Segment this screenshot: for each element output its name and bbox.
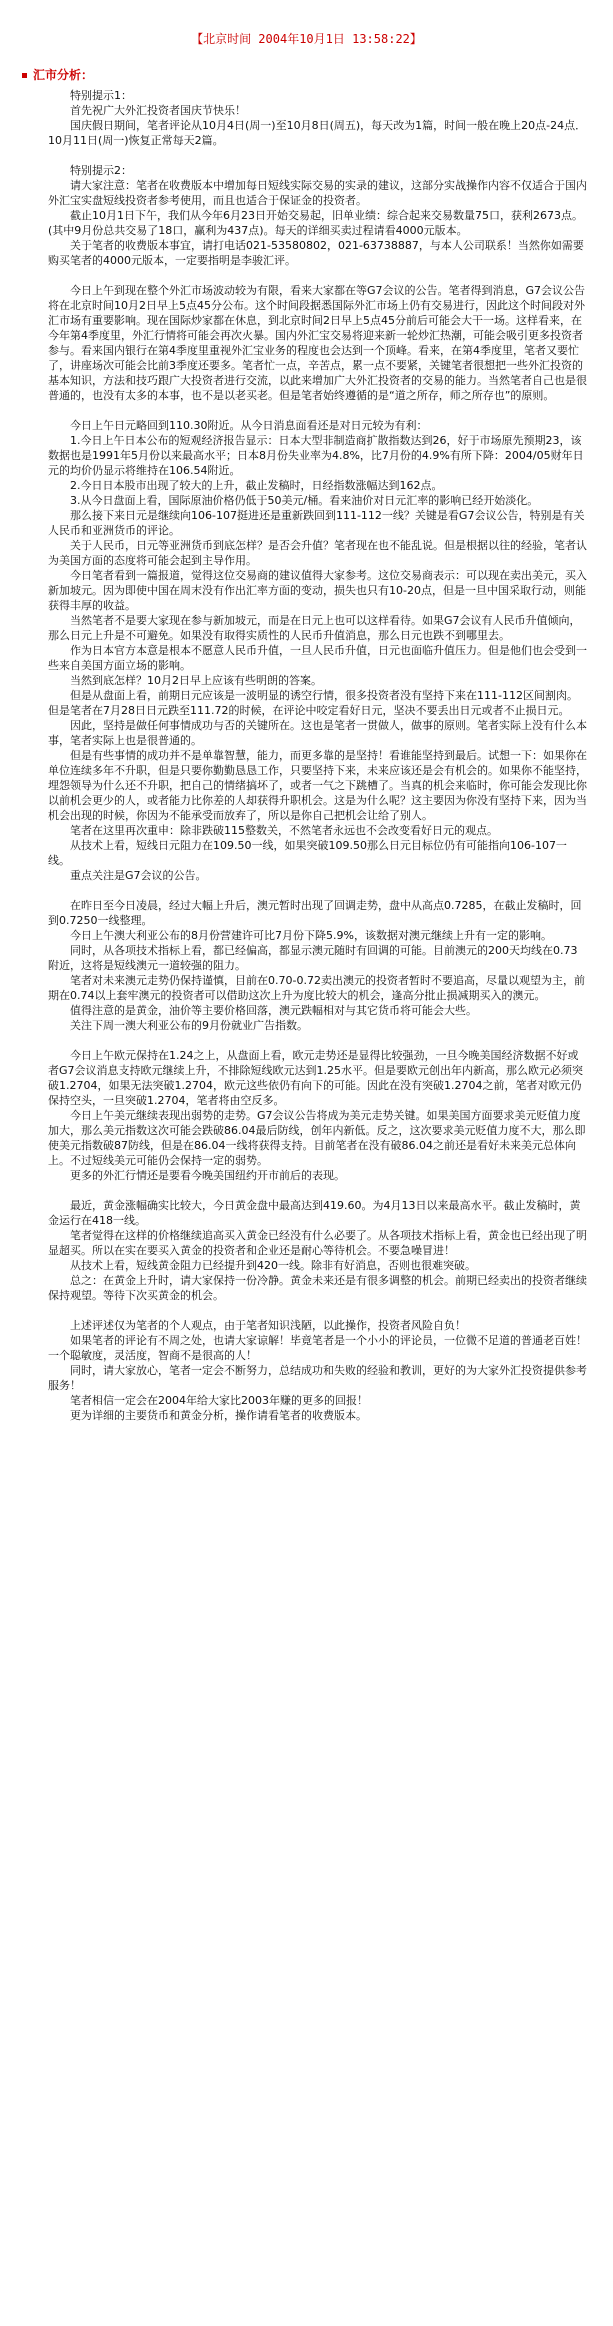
paragraph: 如果笔者的评论有不周之处，也请大家谅解！毕竟笔者是一个小小的评论员，一位微不足道的普通老百姓！一个聪敏度，灵活度，智商不是很高的人！ [48,1334,587,1362]
paragraph: 1.今日上午日本公布的短观经济报告显示：日本大型非制造商扩散指数达到26，好于市场原先预期23，该数据也是1991年5月份以来最高水平；日本8月份失业率为4.8%，比7月份的4.9%有所下降：2004/05财年日元的均价仍显示将维持在106.54附近。 [48,434,584,477]
paragraph: 今日上午澳大利亚公布的8月份营建许可比7月份下降5.9%，该数据对澳元继续上升有一定的影响。 [70,929,552,942]
paragraph: 那么接下来日元是继续向106-107挺进还是重新跌回到111-112一线？关键是看G7会议公告，特别是有关人民币和亚洲货币的评论。 [48,509,585,537]
paragraph: 同时，从各项技术指标上看，都已经偏高，都显示澳元随时有回调的可能。目前澳元的200天均线在0.73附近，这将是短线澳元一道较强的阻力。 [48,944,578,972]
paragraph: 笔者觉得在这样的价格继续追高买入黄金已经没有什么必要了。从各项技术指标上看，黄金也已经出现了明显超买。所以在实在要买入黄金的投资者和企业还是耐心等待机会。不要急噪冒进！ [48,1229,587,1257]
paragraph: 更多的外汇行情还是要看今晚美国纽约开市前后的表现。 [70,1169,345,1182]
paragraph: 从技术上看，短线日元阻力在109.50一线，如果突破109.50那么日元目标位仍有可能指向106-107一线。 [48,839,567,867]
tip2-contact: 关于笔者的收费版本事宜，请打电话021-53580802，021-63738887，与本人公司联系！当然你如需要购买笔者的4000元版本，一定要指明是李骏汇评。 [48,239,584,267]
paragraph: 最近，黄金涨幅确实比较大，今日黄金盘中最高达到419.60。为4月13日以来最高水平。截止发稿时，黄金运行在418一线。 [48,1199,581,1227]
header-timestamp: 【北京时间 2004年10月1日 13:58:22】 [191,32,422,46]
paragraph: 今日上午日元略回到110.30附近。从今日消息面看还是对日元较为有利： [70,419,428,432]
paragraph: 因此，坚持是做任何事情成功与否的关键所在。这也是笔者一贯做人，做事的原则。笔者实际上没有什么本事，笔者实际上也是很普通的。 [48,719,587,747]
tip2-notice: 请大家注意：笔者在收费版本中增加每日短线实际交易的实录的建议，这部分实战操作内容不仅适合于国内外汇宝实盘短线投资者参考使用，而且也适合于保证金的投资者。 [48,179,587,207]
paragraph: 笔者在这里再次重申：除非跌破115整数关，不然笔者永远也不会改变看好日元的观点。 [70,824,498,837]
paragraph: 笔者对未来澳元走势仍保持谨慎，目前在0.70-0.72卖出澳元的投资者暂时不要追高，尽量以观望为主，前期在0.74以上套牢澳元的投资者可以借助这次上升为度比较大的机会，逢高分批止损减期买入的澳元。 [48,974,585,1002]
paragraph: 但是从盘面上看，前期日元应该是一波明显的诱空行情，很多投资者没有坚持下来在111-112区间割肉。但是笔者在7月28日日元跌至111.72的时候，在评论中咬定看好日元，坚决不要丢出日元或者不止损日元。 [48,689,578,717]
paragraph: 笔者相信一定会在2004年给大家比2003年赚的更多的回报！ [70,1394,368,1407]
tip2-heading: 特别提示2： [70,164,132,177]
bullet-icon [22,73,27,78]
paragraph: 作为日本官方本意是根本不愿意人民币升值，一旦人民币升值，日元也面临升值压力。但是他们也会受到一些来自美国方面立场的影响。 [48,644,587,672]
paragraph: 上述评述仅为笔者的个人观点，由于笔者知识浅陋，以此操作，投资者风险自负！ [70,1319,466,1332]
paragraph: 今日笔者看到一篇报道，觉得这位交易商的建议值得大家参考。这位交易商表示：可以现在卖出美元，买入新加坡元。因为即使中国在周末没有作出汇率方面的变动，损失也只有10-20点，但是一旦中国采取行动，则能获得丰厚的收益。 [48,569,587,612]
paragraph: 但是有些事情的成功并不是单靠智慧，能力，而更多靠的是坚持！看谁能坚持到最后。试想一下：如果你在单位连续多年不升职，但是只要你勤勤恳恳工作，只要坚持下来，未来应该还是会有机会的。如果你不能坚持，埋怨领导为什么还不升职，把自己的情绪搞坏了，或者一气之下跳槽了。当真的机会来临时，你可能会发现比你以前机会更少的人，或者能力比你差的人却获得升职机会。这是为什么呢？这主要因为你没有坚持下来，因为当机会出现的时候，你因为不能承受而放弃了，所以是你自己把机会让给了别人。 [48,749,587,822]
paragraph: 更为详细的主要货币和黄金分析，操作请看笔者的收费版本。 [70,1409,367,1422]
paragraph: 从技术上看，短线黄金阻力已经提升到420一线。除非有好消息，否则也很难突破。 [70,1259,476,1272]
tip2-record: 截止10月1日下午，我们从今年6月23日开始交易起，旧单业绩：综合起来交易数量75口，获利2673点。(其中9月份总共交易了18口，赢利为437点)。每天的详细买卖过程请看4000元版本。 [48,209,583,237]
paragraph: 在昨日至今日凌晨，经过大幅上升后，澳元暂时出现了回调走势，盘中从高点0.7285，在截止发稿时，回到0.7250一线整理。 [48,899,582,927]
paragraph: 当然笔者不是要大家现在参与新加坡元，而是在日元上也可以这样看待。如果G7会议有人民币升值倾向，那么日元上升是不可避免。如果没有取得实质性的人民币升值消息，那么日元也跌不到哪里去。 [48,614,581,642]
paragraph: 今日上午美元继续表现出弱势的走势。G7会议公告将成为美元走势关键。如果美国方面要求美元贬值力度加大，那么美元指数这次可能会跌破86.04最后防线，创年内新低。反之，这次要求美元贬值力度不大，那么即使美元指数破87防线，但是在86.04一线将获得支持。目前笔者在没有破86.04之前还是看好未来美元总体向上。不过短线美元可能仍会保持一定的弱势。 [48,1109,586,1167]
article-body [48,88,588,2313]
paragraph: 值得注意的是黄金，油价等主要价格回落，澳元跌幅相对与其它货币将可能会大些。 [70,1004,477,1017]
section-title [22,66,93,83]
paragraph: 关于人民币，日元等亚洲货币到底怎样？是否会升值？笔者现在也不能乱说。但是根据以往的经验，笔者认为美国方面的态度将可能会起到主导作用。 [48,539,587,567]
paragraph: 2.今日日本股市出现了较大的上升，截止发稿时，日经指数涨幅达到162点。 [70,479,443,492]
paragraph: 关注下周一澳大利亚公布的9月份就业广告指数。 [70,1019,308,1032]
paragraph: 今日上午到现在整个外汇市场波动较为有限，看来大家都在等G7会议的公告。笔者得到消息，G7会议公告将在北京时间10月2日早上5点45分公布。这个时间段据悉国际外汇市场上仍有交易进行，因此这个时间段对外汇市场有重要影响。现在国际炒家都在休息，到北京时间2日早上5点45分前后可能会大干一场。这样看来，在今年第4季度里，外汇行情将可能会再次火暴。国内外汇宝交易将迎来新一轮炒汇热潮，可能会吸引更多投资者参与。看来国内银行在第4季度里重视外汇宝业务的程度也会达到一个顶峰。看来，在第4季度里，笔者又要忙了，讲座场次可能会比前3季度还要多。笔者忙一点，辛苦点，累一点不要紧，关键笔者很想把一些外汇投资的基本知识，方法和技巧跟广大投资者进行交流，以此来增加广大外汇投资者的交易的能力。当然笔者自己也是很普通的，也没有太多的本事，也不是以老买老。但是笔者始终遵循的是“道之所存，师之所存也”的原则。 [48,284,587,402]
tip1-schedule: 国庆假日期间，笔者评论从10月4日(周一)至10月8日(周五)，每天改为1篇，时间一般在晚上20点-24点．10月11日(周一)恢复正常每天2篇。 [48,119,587,147]
paragraph: 当然到底怎样？10月2日早上应该有些明朗的答案。 [70,674,322,687]
paragraph: 重点关注是G7会议的公告。 [70,869,207,882]
section-title-label: 汇市分析： [33,68,94,82]
paragraph: 总之：在黄金上升时，请大家保持一份冷静。黄金未来还是有很多调整的机会。前期已经卖出的投资者继续保持观望。等待下次买黄金的机会。 [48,1274,587,1302]
paragraph: 今日上午欧元保持在1.24之上，从盘面上看，欧元走势还是显得比较强劲，一旦今晚美国经济数据不好或者G7会议消息支持欧元继续上升，不排除短线欧元达到1.25水平。但是要欧元创出年内新高，那么欧元必须突破1.2704，如果无法突破1.2704，欧元这些依仍有向下的可能。因此在没有突破1.2704之前，笔者对欧元仍保持空头，一旦突破1.2704，笔者将由空反多。 [48,1049,584,1107]
paragraph: 同时，请大家放心，笔者一定会不断努力，总结成功和失败的经验和教训，更好的为大家外汇投资提供参考服务！ [48,1364,587,1392]
paragraph: 3.从今日盘面上看，国际原油价格仍低于50美元/桶。看来油价对日元汇率的影响已经开始淡化。 [70,494,539,507]
tip1-heading: 特别提示1： [70,89,132,102]
tip1-greeting: 首先祝广大外汇投资者国庆节快乐！ [70,104,246,117]
